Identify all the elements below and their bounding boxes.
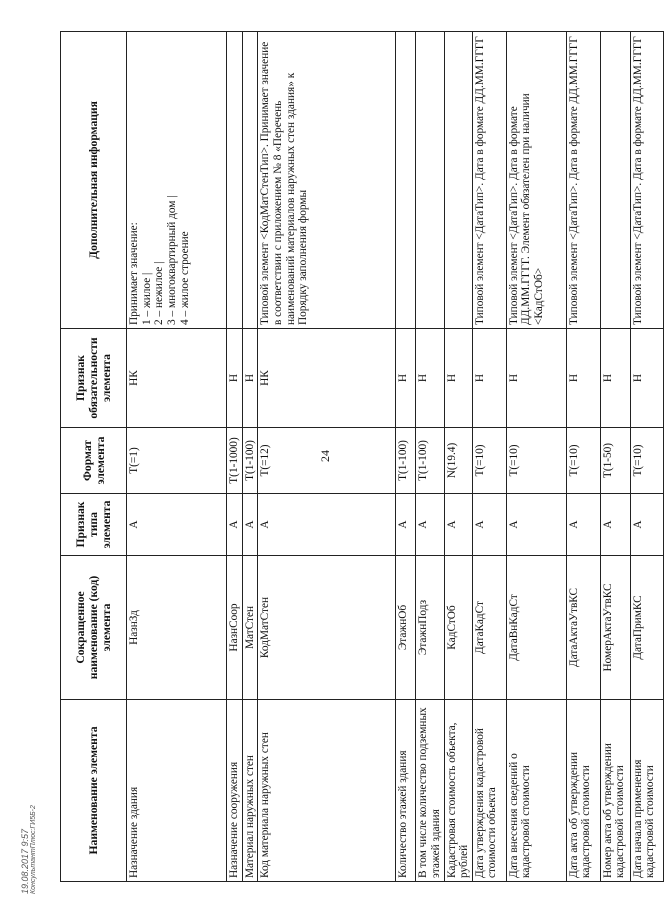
cell-format: N(19.4) [444, 428, 472, 494]
rotated-table-container [60, 32, 657, 882]
cell-info [416, 32, 444, 329]
cell-type: А [127, 494, 227, 556]
cell-name: Дата утверждения кадастровой стоимости объекта [472, 700, 506, 882]
cell-info [242, 32, 258, 329]
cell-info [127, 32, 227, 329]
cell-format: Т(=1) [127, 428, 227, 494]
print-stamp [14, 805, 94, 900]
cell-code: ЭтажнОб [396, 556, 416, 700]
cell-name: Материал наружных стен [242, 700, 258, 882]
table-row [444, 32, 472, 882]
cell-type: А [506, 494, 566, 556]
header-type-flag: Признак типа элемента [61, 494, 127, 556]
cell-type: А [630, 494, 663, 556]
cell-info: Типовой элемент <ДатаТип>. Дата в формате ДД.ММ.ГГГГ [472, 32, 506, 329]
cell-type: А [258, 494, 396, 556]
table-row [566, 32, 600, 882]
cell-code: ДатаВнКадСт [506, 556, 566, 700]
table-row [472, 32, 506, 882]
cell-code: ДатаКадСт [472, 556, 506, 700]
cell-info: Типовой элемент <ДатаТип>. Дата в формате ДД.ММ.ГГГГ. Элемент обязателен при наличии <КадСтОб> [506, 32, 566, 329]
cell-type: А [472, 494, 506, 556]
cell-code: КадСтОб [444, 556, 472, 700]
cell-format: Т(=10) [506, 428, 566, 494]
cell-required: Н [566, 329, 600, 428]
cell-type: А [396, 494, 416, 556]
table-row [127, 32, 227, 882]
table-row [396, 32, 416, 882]
cell-format: Т(=10) [566, 428, 600, 494]
elements-table [60, 31, 664, 882]
cell-type: А [227, 494, 243, 556]
table-row [242, 32, 258, 882]
cell-code: ДатаПримКС [630, 556, 663, 700]
cell-format: Т(=12) [258, 428, 396, 494]
cell-info: Типовой элемент <ДатаТип>. Дата в формате ДД.ММ.ГГГГ [630, 32, 663, 329]
cell-name: Номер акта об утверждении кадастровой стоимости [600, 700, 630, 882]
cell-info: Типовой элемент <КодМатСтенТип>. Принимает значение в соответствии с приложением № 8 «Перечень наименований материалов наружных стен здания» к Порядку заполнения формы [258, 32, 396, 329]
header-name: Наименование элемента [61, 700, 127, 882]
cell-code: ДатаАктаУтвКС [566, 556, 600, 700]
table-row [506, 32, 566, 882]
cell-format: Т(1-100) [242, 428, 258, 494]
cell-code: НазнЗд [127, 556, 227, 700]
cell-required: Н [444, 329, 472, 428]
header-format: Формат элемента [61, 428, 127, 494]
cell-name: Количество этажей здания [396, 700, 416, 882]
cell-required: Н [506, 329, 566, 428]
cell-required: НК [258, 329, 396, 428]
cell-name: Дата внесения сведений о кадастровой стоимости [506, 700, 566, 882]
table-row [416, 32, 444, 882]
header-additional-info: Дополнительная информация [61, 32, 127, 329]
cell-type: А [416, 494, 444, 556]
info-value: 4 – жилое строение [178, 231, 191, 325]
cell-type: А [242, 494, 258, 556]
cell-required: Н [227, 329, 243, 428]
cell-name: Дата акта об утверждении кадастровой стоимости [566, 700, 600, 882]
cell-info [444, 32, 472, 329]
table-row [630, 32, 663, 882]
cell-code: КодМатСтен [258, 556, 396, 700]
cell-format: Т(=10) [630, 428, 663, 494]
cell-required: Н [472, 329, 506, 428]
cell-required: НК [127, 329, 227, 428]
cell-name: Назначение сооружения [227, 700, 243, 882]
cell-required: Н [600, 329, 630, 428]
cell-format: Т(=10) [472, 428, 506, 494]
info-value: 2 – нежилое | [153, 261, 166, 325]
cell-code: НазнСоор [227, 556, 243, 700]
cell-required: Н [396, 329, 416, 428]
stamp-datetime: 19.08.2017 9:57 [20, 828, 30, 894]
cell-code: НомерАктаУтвКС [600, 556, 630, 700]
cell-name: В том числе количество подземных этажей здания [416, 700, 444, 882]
cell-name: Кадастровая стоимость объекта, рублей [444, 700, 472, 882]
header-required-flag: Признак обязательности элемента [61, 329, 127, 428]
cell-name: Код материала наружных стен [258, 700, 396, 882]
cell-info [227, 32, 243, 329]
cell-type: А [444, 494, 472, 556]
page-number: 24 [318, 450, 332, 462]
cell-type: А [600, 494, 630, 556]
stamp-source: КонсультантПлюс:ГИ5Б-2 [30, 805, 37, 894]
info-value: 1 – жилое | [140, 272, 153, 325]
table-row [600, 32, 630, 882]
cell-code: МатСтен [242, 556, 258, 700]
cell-format: Т(1-100) [416, 428, 444, 494]
cell-info [600, 32, 630, 329]
table-row [227, 32, 243, 882]
cell-format: Т(1-1000) [227, 428, 243, 494]
cell-name: Назначение здания [127, 700, 227, 882]
cell-required: Н [416, 329, 444, 428]
table-row [258, 32, 396, 882]
info-intro: Принимает значение: [128, 222, 140, 325]
header-short-name: Сокращенное наименование (код) элемента [61, 556, 127, 700]
cell-info [396, 32, 416, 329]
cell-info: Типовой элемент <ДатаТип>. Дата в формате ДД.ММ.ГГГГ [566, 32, 600, 329]
cell-name: Дата начала применения кадастровой стоимости [630, 700, 663, 882]
cell-type: А [566, 494, 600, 556]
cell-code: ЭтажнПодз [416, 556, 444, 700]
table-header-row [61, 32, 127, 882]
info-value: 3 – многоквартирный дом | [165, 195, 178, 325]
cell-format: Т(1-100) [396, 428, 416, 494]
cell-required: Н [630, 329, 663, 428]
cell-required: Н [242, 329, 258, 428]
cell-format: Т(1-50) [600, 428, 630, 494]
